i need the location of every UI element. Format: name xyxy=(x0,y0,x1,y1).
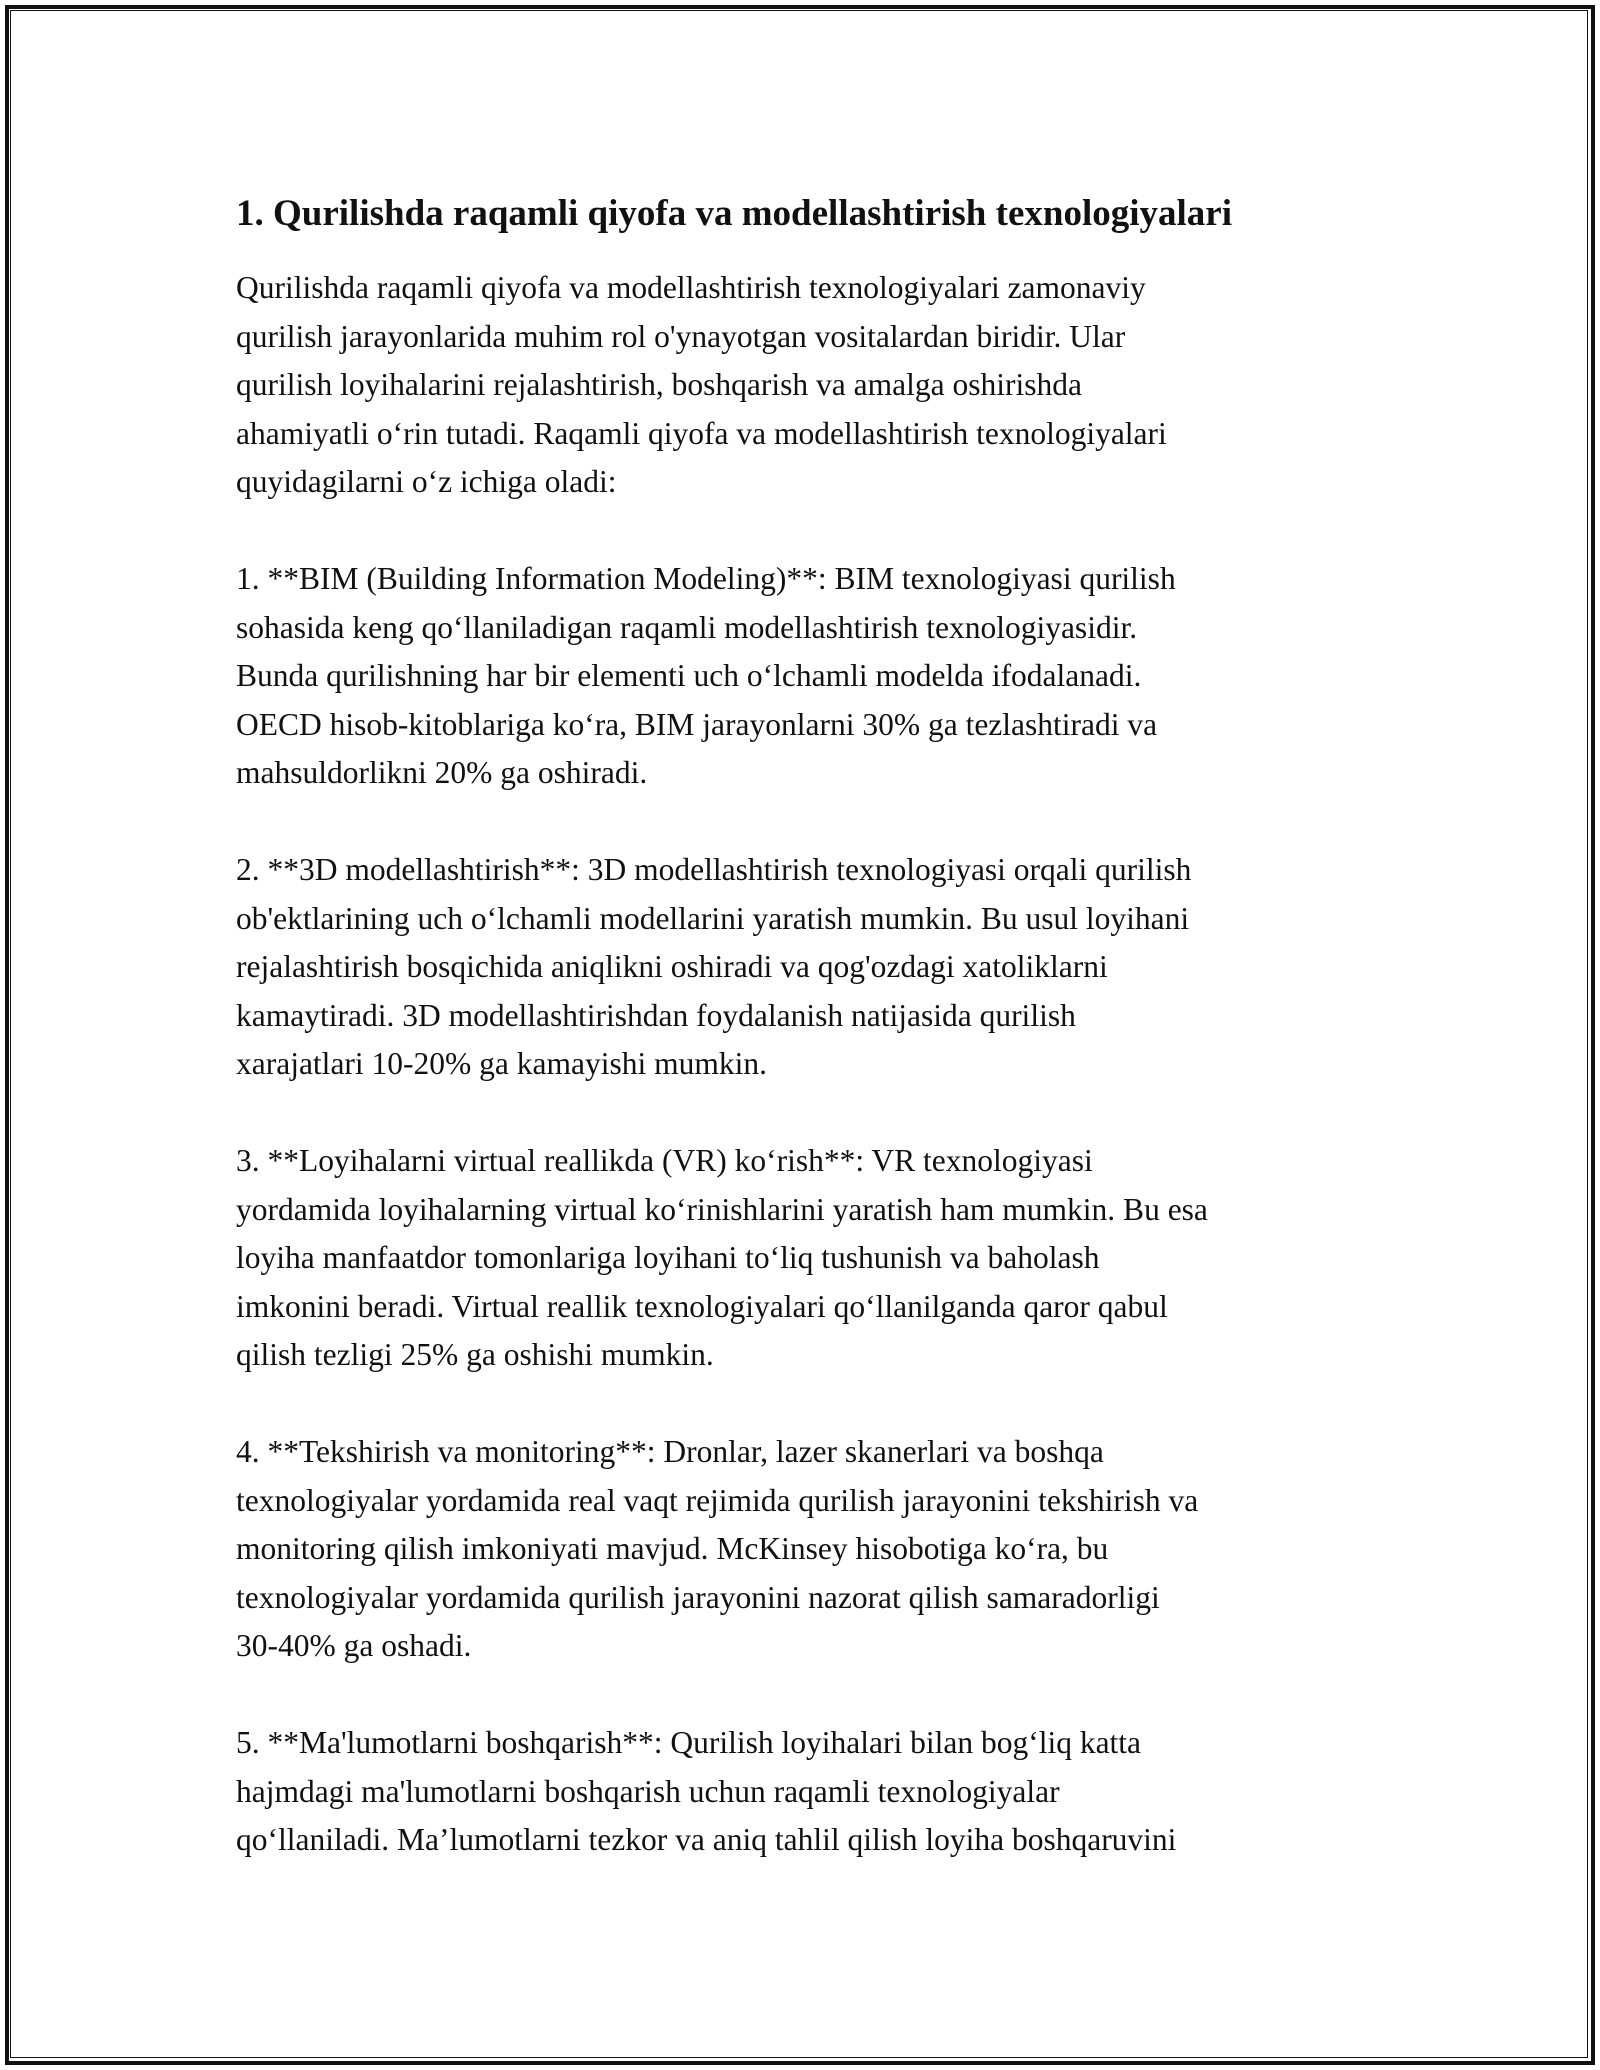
list-item-bim xyxy=(236,555,1376,798)
list-item-vr xyxy=(236,1137,1376,1380)
page-title: 1. Qurilishda raqamli qiyofa va modellashtirish texnologiyalari xyxy=(236,193,1232,234)
text-line: sohasida keng qo‘llaniladigan raqamli modellashtirish texnologiyasidir. xyxy=(236,609,1138,645)
text-line: qurilish jarayonlarida muhim rol o'ynayotgan vositalardan biridir. Ular xyxy=(236,318,1126,354)
text-line: 1. **BIM (Building Information Modeling)**: BIM texnologiyasi qurilish xyxy=(236,561,1176,596)
text-line: Bunda qurilishning har bir elementi uch o‘lchamli modelda ifodalanadi. xyxy=(236,658,1142,693)
text-line: OECD hisob-kitoblariga ko‘ra, BIM jarayonlarni 30% ga tezlashtiradi va xyxy=(236,706,1158,742)
text-line: 5. **Ma'lumotlarni boshqarish**: Qurilish loyihalari bilan bog‘liq katta xyxy=(236,1725,1142,1760)
text-line: 3. **Loyihalarni virtual reallikda (VR) ko‘rish**: VR texnologiyasi xyxy=(236,1143,1093,1178)
text-line: qurilish loyihalarini rejalashtirish, boshqarish va amalga oshirishda xyxy=(236,367,1082,402)
text-line: texnologiyalar yordamida real vaqt rejimida qurilish jarayonini tekshirish va xyxy=(236,1482,1199,1518)
text-line: 4. **Tekshirish va monitoring**: Dronlar, lazer skanerlari va boshqa xyxy=(236,1434,1104,1469)
text-line: hajmdagi ma'lumotlarni boshqarish uchun raqamli texnologiyalar xyxy=(236,1773,1060,1809)
document-body xyxy=(236,188,1376,1865)
text-line: mahsuldorlikni 20% ga oshiradi. xyxy=(236,755,648,790)
text-line: ahamiyatli o‘rin tutadi. Raqamli qiyofa va modellashtirish texnologiyalari xyxy=(236,415,1167,451)
text-line: 2. **3D modellashtirish**: 3D modellashtirish texnologiyasi orqali qurilish xyxy=(236,852,1192,887)
text-line: kamaytiradi. 3D modellashtirishdan foydalanish natijasida qurilish xyxy=(236,997,1076,1033)
text-line: qo‘llaniladi. Ma’lumotlarni tezkor va aniq tahlil qilish loyiha boshqaruvini xyxy=(236,1822,1177,1857)
list-item-data-management xyxy=(236,1719,1376,1865)
text-line: texnologiyalar yordamida qurilish jarayonini nazorat qilish samaradorligi xyxy=(236,1579,1160,1615)
text-line: loyiha manfaatdor tomonlariga loyihani to‘liq tushunish va baholash xyxy=(236,1240,1100,1275)
text-line: yordamida loyihalarning virtual ko‘rinishlarini yaratish ham mumkin. Bu esa xyxy=(236,1191,1208,1227)
text-line: imkonini beradi. Virtual reallik texnologiyalari qo‘llanilganda qaror qabul xyxy=(236,1288,1168,1324)
text-line: rejalashtirish bosqichida aniqlikni oshiradi va qog'ozdagi xatoliklarni xyxy=(236,949,1108,984)
text-line: Qurilishda raqamli qiyofa va modellashtirish texnologiyalari zamonaviy xyxy=(236,270,1146,305)
text-line: qilish tezligi 25% ga oshishi mumkin. xyxy=(236,1337,714,1372)
text-line: ob'ektlarining uch o‘lchamli modellarini yaratish mumkin. Bu usul loyihani xyxy=(236,900,1190,936)
intro-paragraph xyxy=(236,264,1376,507)
text-line: 30-40% ga oshadi. xyxy=(236,1628,472,1663)
text-line: monitoring qilish imkoniyati mavjud. McKinsey hisobotiga ko‘ra, bu xyxy=(236,1531,1109,1566)
text-line: xarajatlari 10-20% ga kamayishi mumkin. xyxy=(236,1046,767,1081)
list-item-3d-modeling xyxy=(236,846,1376,1089)
text-line: quyidagilarni o‘z ichiga oladi: xyxy=(236,464,617,499)
list-item-monitoring xyxy=(236,1428,1376,1671)
